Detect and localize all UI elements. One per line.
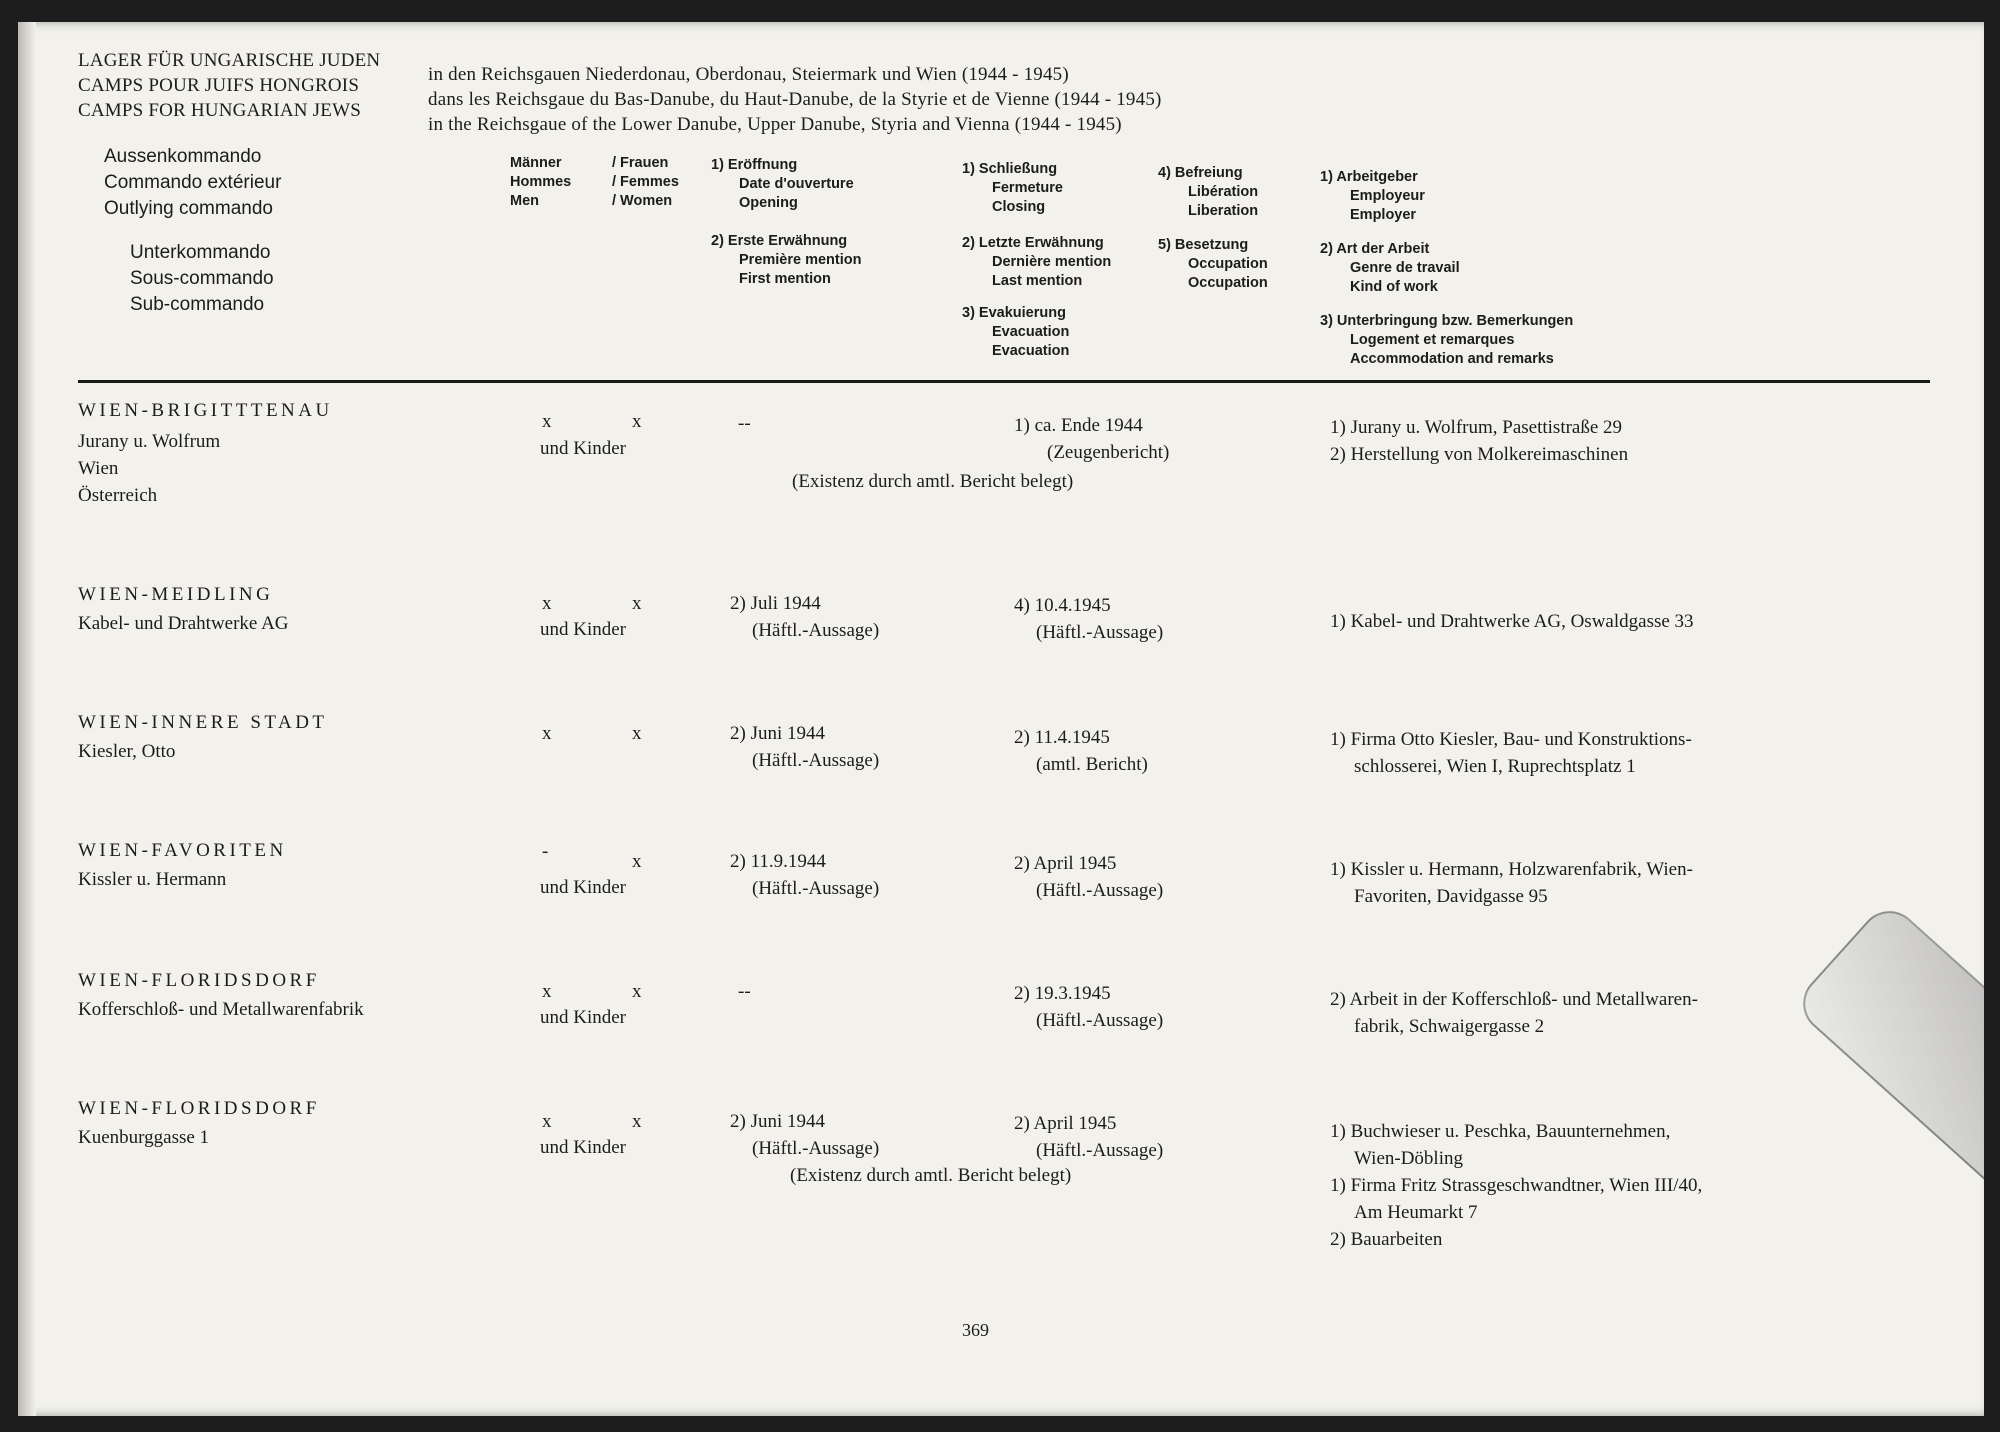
opening-date: 2) Juni 1944 (Häftl.-Aussage) bbox=[730, 723, 880, 771]
existence-note: (Existenz durch amtl. Bericht belegt) bbox=[792, 471, 1074, 492]
sub-commando: Kabel- und Drahtwerke AG bbox=[78, 613, 289, 634]
children-note: und Kinder bbox=[540, 1137, 627, 1158]
sub-commando: Kofferschloß- und Metallwarenfabrik bbox=[78, 999, 364, 1020]
women-mark: x bbox=[632, 1111, 642, 1132]
occupation-header: 5) Besetzung Occupation Occupation bbox=[1158, 237, 1268, 291]
sub-commando: Jurany u. Wolfrum Wien Österreich bbox=[78, 431, 221, 506]
women-mark: x bbox=[632, 981, 642, 1002]
opening-header: 1) Eröffnung Date d'ouverture Opening bbox=[711, 157, 854, 211]
work-header: 2) Art der Arbeit Genre de travail Kind of work bbox=[1320, 241, 1460, 295]
closing-date: 2) April 1945 (Häftl.-Aussage) bbox=[1014, 1113, 1164, 1161]
place-name: WIEN-BRIGITTTENAU bbox=[78, 400, 333, 421]
opening-date: 2) Juli 1944 (Häftl.-Aussage) bbox=[730, 593, 880, 641]
place-name: WIEN-INNERE STADT bbox=[78, 712, 328, 733]
existence-note: (Existenz durch amtl. Bericht belegt) bbox=[790, 1165, 1072, 1186]
regions-title bbox=[428, 62, 1162, 137]
remarks: 1) Buchwieser u. Peschka, Bauunternehmen, Wien-Döbling 1) Firma Fritz Strassgeschwandtner, Wien III/40, Am Heumarkt 7 2) Bauarbeiten bbox=[1330, 1121, 1703, 1250]
women-mark: x bbox=[632, 851, 642, 872]
remarks: 2) Arbeit in der Kofferschloß- und Metallwaren- fabrik, Schwaigergasse 2 bbox=[1330, 989, 1698, 1037]
children-note: und Kinder bbox=[540, 619, 627, 640]
closing-date: 2) 11.4.1945 (amtl. Bericht) bbox=[1014, 727, 1148, 775]
men-mark: x bbox=[542, 723, 552, 744]
regions-fr: dans les Reichsgaue du Bas-Danube, du Haut-Danube, de la Styrie et de Vienne (1944 - 1945) bbox=[428, 89, 1162, 110]
men-mark: - bbox=[542, 841, 549, 862]
page-clip bbox=[1791, 899, 1984, 1209]
opening-date: -- bbox=[738, 413, 751, 434]
children-note: und Kinder bbox=[540, 877, 627, 898]
evacuation-header: 3) Evakuierung Evacuation Evacuation bbox=[962, 305, 1070, 359]
children-note: und Kinder bbox=[540, 1007, 627, 1028]
women-mark: x bbox=[632, 411, 642, 432]
document-page bbox=[18, 22, 1984, 1416]
closing-date: 4) 10.4.1945 (Häftl.-Aussage) bbox=[1014, 595, 1164, 643]
men-mark: x bbox=[542, 593, 552, 614]
opening-date: -- bbox=[738, 981, 751, 1002]
remarks: 1) Kabel- und Drahtwerke AG, Oswaldgasse 33 bbox=[1330, 611, 1694, 632]
closing-header: 1) Schließung Fermeture Closing bbox=[962, 161, 1063, 215]
camps-title-fr: CAMPS POUR JUIFS HONGROIS bbox=[78, 75, 360, 96]
sub-commando: Kuenburggasse 1 bbox=[78, 1127, 210, 1148]
place-name: WIEN-FAVORITEN bbox=[78, 840, 287, 861]
sub-commando: Kiesler, Otto bbox=[78, 741, 176, 762]
outlying-commando-legend: Aussenkommando Commando extérieur Outlying commando bbox=[104, 146, 282, 219]
liberation-header: 4) Befreiung Libération Liberation bbox=[1158, 165, 1259, 219]
opening-date: 2) Juni 1944 (Häftl.-Aussage) bbox=[730, 1111, 880, 1159]
closing-date: 1) ca. Ende 1944 (Zeugenbericht) bbox=[1014, 415, 1170, 463]
men-mark: x bbox=[542, 411, 552, 432]
header-divider bbox=[78, 380, 1930, 383]
children-note: und Kinder bbox=[540, 438, 627, 459]
gender-header: Männer / Frauen Hommes / Femmes Men / Women bbox=[510, 155, 679, 209]
place-name: WIEN-MEIDLING bbox=[78, 584, 274, 605]
place-name: WIEN-FLORIDSDORF bbox=[78, 1098, 320, 1119]
accommodation-header: 3) Unterbringung bzw. Bemerkungen Logement et remarques Accommodation and remarks bbox=[1320, 313, 1574, 367]
regions-de: in den Reichsgauen Niederdonau, Oberdonau, Steiermark und Wien (1944 - 1945) bbox=[428, 64, 1069, 85]
remarks: 1) Kissler u. Hermann, Holzwarenfabrik, Wien- Favoriten, Davidgasse 95 bbox=[1330, 859, 1693, 907]
opening-date: 2) 11.9.1944 (Häftl.-Aussage) bbox=[730, 851, 880, 899]
closing-date: 2) April 1945 (Häftl.-Aussage) bbox=[1014, 853, 1164, 901]
women-mark: x bbox=[632, 723, 642, 744]
camps-title-de: LAGER FÜR UNGARISCHE JUDEN bbox=[78, 50, 381, 71]
closing-date: 2) 19.3.1945 (Häftl.-Aussage) bbox=[1014, 983, 1164, 1031]
employer-header: 1) Arbeitgeber Employeur Employer bbox=[1320, 169, 1425, 223]
page-number: 369 bbox=[962, 1320, 989, 1340]
sub-commando: Kissler u. Hermann bbox=[78, 869, 227, 890]
last-mention-header: 2) Letzte Erwähnung Dernière mention Last mention bbox=[962, 235, 1112, 289]
sub-commando-legend: Unterkommando Sous-commando Sub-commando bbox=[130, 242, 274, 315]
regions-en: in the Reichsgaue of the Lower Danube, Upper Danube, Styria and Vienna (1944 - 1945) bbox=[428, 114, 1122, 135]
remarks: 1) Firma Otto Kiesler, Bau- und Konstruktions- schlosserei, Wien I, Ruprechtsplatz 1 bbox=[1330, 729, 1692, 777]
men-mark: x bbox=[542, 981, 552, 1002]
camps-title-en: CAMPS FOR HUNGARIAN JEWS bbox=[78, 100, 361, 121]
women-mark: x bbox=[632, 593, 642, 614]
place-name: WIEN-FLORIDSDORF bbox=[78, 970, 320, 991]
men-mark: x bbox=[542, 1111, 552, 1132]
remarks: 1) Jurany u. Wolfrum, Pasettistraße 29 2) Herstellung von Molkereimaschinen bbox=[1330, 417, 1629, 465]
camps-title bbox=[78, 48, 380, 123]
first-mention-header: 2) Erste Erwähnung Première mention First mention bbox=[711, 233, 862, 287]
